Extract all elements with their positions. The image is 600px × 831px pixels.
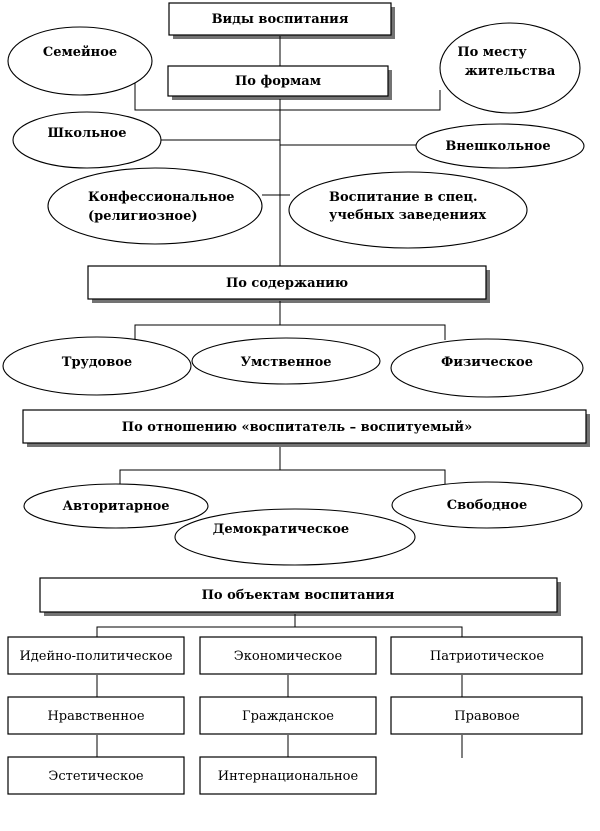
confessional-oval — [48, 168, 262, 244]
residence-label-1: По месту — [457, 45, 527, 60]
ideological-box — [8, 637, 184, 674]
free-label: Свободное — [446, 498, 528, 513]
international-label: Интернациональное — [217, 769, 359, 784]
labor-oval — [3, 337, 191, 395]
family-label: Семейное — [42, 45, 118, 60]
democratic-oval — [175, 509, 415, 565]
extracurricular-oval — [416, 124, 584, 168]
patriotic-label: Патриотическое — [429, 649, 545, 664]
civic-box — [200, 697, 376, 734]
legal-box — [391, 697, 582, 734]
objects-heading-label: По объектам воспитания — [201, 588, 395, 603]
aesthetic-box — [8, 757, 184, 794]
patriotic-box — [391, 637, 582, 674]
relation-heading-box — [23, 410, 590, 447]
physical-label: Физическое — [441, 355, 533, 370]
labor-label: Трудовое — [61, 355, 133, 370]
family-oval — [8, 27, 152, 95]
content-heading-label: По содержанию — [225, 276, 349, 291]
forms-heading-label: По формам — [235, 74, 321, 89]
economic-label: Экономическое — [233, 649, 343, 664]
confessional-label-2: (религиозное) — [88, 209, 198, 224]
special-institutions-oval — [289, 172, 527, 248]
forms-heading-box — [168, 66, 392, 100]
mental-label: Умственное — [240, 355, 332, 370]
residence-oval — [440, 23, 580, 113]
content-heading-box — [88, 266, 490, 303]
school-oval — [13, 112, 161, 168]
democratic-label: Демократическое — [212, 522, 350, 537]
civic-label: Гражданское — [242, 709, 334, 724]
moral-label: Нравственное — [47, 709, 145, 724]
legal-label: Правовое — [454, 709, 520, 724]
authoritarian-label: Авторитарное — [62, 499, 170, 514]
physical-oval — [391, 339, 583, 397]
ideological-label: Идейно-политическое — [19, 649, 173, 664]
moral-box — [8, 697, 184, 734]
aesthetic-label: Эстетическое — [48, 769, 144, 784]
special-institutions-label-2: учебных заведениях — [329, 208, 487, 223]
special-institutions-label-1: Воспитание в спец. — [329, 190, 478, 205]
international-box — [200, 757, 376, 794]
relation-heading-label: По отношению «воспитатель – воспитуемый» — [121, 420, 473, 435]
extracurricular-label: Внешкольное — [445, 139, 551, 154]
free-oval — [392, 482, 582, 528]
school-label: Школьное — [47, 126, 127, 141]
confessional-label-1: Конфессиональное — [88, 190, 235, 205]
authoritarian-oval — [24, 484, 208, 528]
root-box — [169, 3, 395, 39]
economic-box — [200, 637, 376, 674]
objects-heading-box — [40, 578, 561, 616]
root-label: Виды воспитания — [211, 12, 349, 27]
mental-oval — [192, 338, 380, 384]
residence-label-2: жительства — [464, 64, 556, 79]
